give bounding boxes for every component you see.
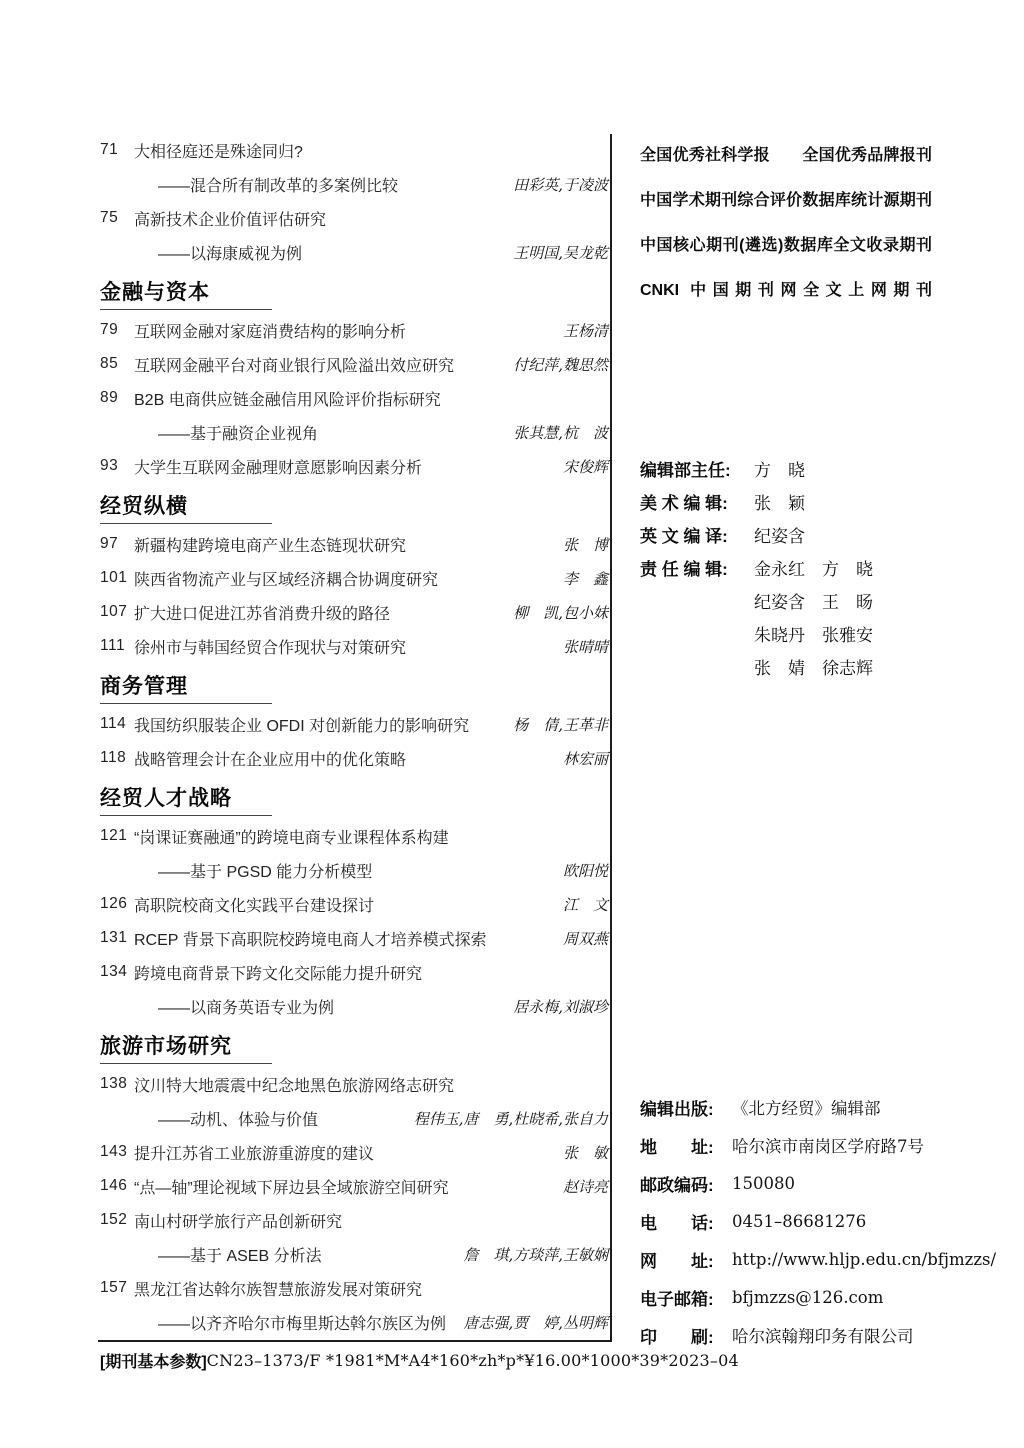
toc-entry-page: 79 (100, 321, 119, 338)
toc-entry-title: ——动机、体验与价值 (158, 1111, 319, 1129)
section-heading (100, 269, 608, 313)
toc-subline (100, 235, 608, 269)
toc-subline (100, 1101, 608, 1135)
publication-row (640, 1088, 932, 1126)
toc-subline (100, 1305, 608, 1339)
toc-entry-title: 提升江苏省工业旅游重游度的建议 (134, 1145, 375, 1163)
staff-label: 美 术 编 辑: (640, 494, 728, 513)
accolades-list (640, 133, 932, 313)
staff-value: 金永红 方 晓 (754, 560, 873, 580)
toc-entry-title: 南山村研学旅行产品创新研究 (134, 1213, 343, 1231)
toc-entry (100, 133, 608, 167)
toc-entry-page: 101 (100, 569, 128, 586)
section-heading (100, 775, 608, 819)
publication-value: 哈尔滨翰翔印务有限公司 (732, 1327, 914, 1346)
toc-entry-title: ——混合所有制改革的多案例比较 (158, 177, 399, 195)
toc-entry-page: 157 (100, 1279, 128, 1296)
journal-params-line (100, 1348, 739, 1372)
toc-entry (100, 1135, 608, 1169)
toc-entry (100, 1067, 608, 1101)
staff-row (640, 617, 932, 650)
toc-entry-title: 扩大进口促进江苏省消费升级的路径 (134, 605, 391, 623)
publication-label: 网 址: (640, 1251, 714, 1271)
publication-row (640, 1278, 932, 1316)
toc-entry-title: 我国纺织服装企业 OFDI 对创新能力的影响研究 (134, 717, 470, 735)
staff-value: 朱晓丹 张雅安 (754, 626, 873, 646)
toc-entry-page: 118 (100, 749, 127, 766)
toc-entry-page: 71 (100, 141, 119, 158)
toc-entry-page: 134 (100, 963, 128, 980)
toc-entry-authors: 田彩英,于凌波 (513, 175, 608, 194)
toc-entry-authors: 江 文 (562, 895, 608, 914)
accolade-line: CNKI 中国期刊网全文上网期刊 (640, 282, 932, 299)
staff-value: 纪姿含 (754, 527, 805, 547)
toc-entry-page: 143 (100, 1143, 128, 1160)
toc-entry-title: “岗课证赛融通”的跨境电商专业课程体系构建 (134, 829, 449, 847)
toc-entry-page: 85 (100, 355, 119, 372)
toc-entry (100, 819, 608, 853)
toc-entry-authors: 张 敏 (562, 1143, 608, 1162)
staff-label: 责 任 编 辑: (640, 560, 728, 579)
toc-entry (100, 707, 608, 741)
toc-entry-page: 89 (100, 389, 119, 406)
toc-entry-page: 114 (100, 715, 127, 732)
publication-label: 电子邮箱: (640, 1289, 714, 1309)
staff-row (640, 518, 932, 551)
publication-row (640, 1164, 932, 1202)
accolade-line: 中国核心期刊(遴选)数据库全文收录期刊 (640, 237, 932, 254)
section-heading (100, 483, 608, 527)
toc-entry-page: 121 (100, 827, 128, 844)
toc-entry (100, 561, 608, 595)
toc-entry-authors: 张晴晴 (562, 637, 608, 656)
toc-subline (100, 415, 608, 449)
toc-subline (100, 1237, 608, 1271)
toc-entry-title: 汶川特大地震震中纪念地黑色旅游网络志研究 (134, 1077, 455, 1095)
publication-value: http://www.hljp.edu.cn/bfjmzzs/ (732, 1249, 997, 1269)
toc-entry-page: 131 (100, 929, 128, 946)
toc-entry (100, 527, 608, 561)
staff-label: 编辑部主任: (640, 461, 731, 480)
toc-entry-title: 高职院校商文化实践平台建设探讨 (134, 897, 375, 915)
section-heading-label: 经贸人才战略 (100, 787, 232, 810)
publication-label: 编辑出版: (640, 1099, 714, 1119)
toc-entry-authors: 付纪萍,魏思然 (513, 355, 608, 374)
publication-row (640, 1316, 932, 1354)
section-heading (100, 663, 608, 707)
publication-value: 哈尔滨市南岗区学府路7号 (732, 1137, 924, 1156)
staff-value: 张 颖 (754, 494, 805, 514)
staff-value: 纪姿含 王 旸 (754, 593, 873, 613)
toc-entry-page: 97 (100, 535, 119, 552)
staff-row (640, 551, 932, 584)
toc-entry-page: 146 (100, 1177, 128, 1194)
section-heading-label: 经贸纵横 (100, 495, 188, 518)
toc-entry (100, 1169, 608, 1203)
publication-row (640, 1240, 997, 1278)
toc-entry-authors: 赵诗亮 (562, 1177, 608, 1196)
staff-row (640, 584, 932, 617)
toc-entry-page: 111 (100, 637, 126, 654)
toc-entry (100, 449, 608, 483)
toc-entry-page: 126 (100, 895, 128, 912)
publication-value: 150080 (732, 1173, 795, 1193)
toc-entry-title: 互联网金融对家庭消费结构的影响分析 (134, 323, 407, 341)
publication-row (640, 1202, 932, 1240)
section-heading (100, 1023, 608, 1067)
publication-info-list (640, 1088, 997, 1354)
toc-entry (100, 741, 608, 775)
toc-entry-title: ——以海康威视为例 (158, 245, 303, 263)
toc-entry-authors: 宋俊辉 (562, 457, 608, 476)
toc-subline (100, 989, 608, 1023)
editorial-staff-list (640, 452, 932, 683)
toc-entry-page: 107 (100, 603, 128, 620)
toc-entry (100, 887, 608, 921)
toc-entry-authors: 林宏丽 (562, 749, 608, 768)
accolade-line: 中国学术期刊综合评价数据库统计源期刊 (640, 192, 932, 209)
toc-entry (100, 1271, 608, 1305)
toc-entry-authors: 詹 琪,方琰萍,王敏娴 (463, 1245, 608, 1264)
toc-entry (100, 201, 608, 235)
column-divider (610, 134, 612, 1340)
toc-entry-authors: 周双燕 (562, 929, 608, 948)
toc-entry (100, 313, 608, 347)
footer-rule (98, 1340, 612, 1342)
toc-entry-authors: 王杨清 (562, 321, 608, 340)
toc-entry-authors: 张 博 (562, 535, 608, 554)
toc-entry-page: 138 (100, 1075, 128, 1092)
staff-row (640, 485, 932, 518)
toc-entry-title: 陕西省物流产业与区域经济耦合协调度研究 (134, 571, 439, 589)
toc-entry (100, 595, 608, 629)
toc-entry (100, 1203, 608, 1237)
toc-entry-authors: 柳 凯,包小妹 (513, 603, 608, 622)
toc-entry-title: 徐州市与韩国经贸合作现状与对策研究 (134, 639, 407, 657)
staff-value: 方 晓 (754, 461, 805, 481)
toc-entry-authors: 居永梅,刘淑珍 (513, 997, 608, 1016)
toc-entry (100, 381, 608, 415)
staff-label: 英 文 编 译: (640, 527, 728, 546)
toc-entry-authors: 王明国,吴龙乾 (513, 243, 608, 262)
publication-row (640, 1126, 932, 1164)
toc-entry-page: 152 (100, 1211, 128, 1228)
toc-list (100, 133, 608, 1339)
toc-subline (100, 167, 608, 201)
staff-row (640, 452, 932, 485)
toc-entry-title: 跨境电商背景下跨文化交际能力提升研究 (134, 965, 423, 983)
toc-entry-title: ——基于融资企业视角 (158, 425, 319, 443)
toc-entry-authors: 杨 倩,王革非 (513, 715, 608, 734)
toc-entry-title: 战略管理会计在企业应用中的优化策略 (134, 751, 407, 769)
toc-entry-title: ——基于 PGSD 能力分析模型 (158, 863, 373, 881)
toc-entry-title: 互联网金融平台对商业银行风险溢出效应研究 (134, 357, 455, 375)
toc-entry-title: 大相径庭还是殊途同归? (134, 143, 303, 161)
publication-value: 0451–86681276 (732, 1211, 867, 1231)
toc-entry-authors: 唐志强,贾 婷,丛明辉 (463, 1313, 608, 1332)
toc-entry-authors: 欧阳悦 (562, 861, 608, 880)
toc-entry-title: ——以齐齐哈尔市梅里斯达斡尔族区为例 (158, 1315, 447, 1333)
toc-entry (100, 921, 608, 955)
journal-params-prefix: [期刊基本参数] (100, 1353, 207, 1371)
staff-row (640, 650, 932, 683)
staff-value: 张 婧 徐志辉 (754, 659, 873, 679)
toc-entry-title: ——基于 ASEB 分析法 (158, 1247, 322, 1265)
publication-label: 印 刷: (640, 1327, 714, 1347)
journal-params-code: CN23–1373/F *1981*M*A4*160*zh*p*¥16.00*1000*39*2023–04 (206, 1350, 739, 1370)
toc-entry-title: 黑龙江省达斡尔族智慧旅游发展对策研究 (134, 1281, 423, 1299)
toc-entry-title: 新疆构建跨境电商产业生态链现状研究 (134, 537, 407, 555)
publication-value: 《北方经贸》编辑部 (732, 1099, 881, 1118)
toc-entry-title: 大学生互联网金融理财意愿影响因素分析 (134, 459, 423, 477)
section-heading-label: 旅游市场研究 (100, 1035, 232, 1058)
toc-subline (100, 853, 608, 887)
toc-entry-title: RCEP 背景下高职院校跨境电商人才培养模式探索 (134, 931, 487, 949)
toc-entry-page: 75 (100, 209, 119, 226)
publication-label: 邮政编码: (640, 1175, 714, 1195)
accolade-line: 全国优秀社科学报 全国优秀品牌报刊 (640, 147, 932, 164)
section-heading-label: 金融与资本 (100, 281, 210, 304)
toc-entry (100, 955, 608, 989)
toc-entry-title: 高新技术企业价值评估研究 (134, 211, 327, 229)
toc-entry (100, 347, 608, 381)
toc-entry-page: 93 (100, 457, 119, 474)
section-heading-label: 商务管理 (100, 675, 188, 698)
toc-entry-authors: 程伟玉,唐 勇,杜晓希,张自力 (413, 1109, 608, 1128)
toc-entry (100, 629, 608, 663)
publication-label: 电 话: (640, 1213, 714, 1233)
toc-entry-title: B2B 电商供应链金融信用风险评价指标研究 (134, 391, 441, 409)
publication-label: 地 址: (640, 1137, 714, 1157)
toc-entry-title: ——以商务英语专业为例 (158, 999, 335, 1017)
toc-entry-title: “点—轴”理论视域下屏边县全域旅游空间研究 (134, 1179, 449, 1197)
toc-entry-authors: 张其慧,杭 波 (513, 423, 608, 442)
toc-entry-authors: 李 鑫 (562, 569, 608, 588)
publication-value: bfjmzzs@126.com (732, 1287, 884, 1307)
